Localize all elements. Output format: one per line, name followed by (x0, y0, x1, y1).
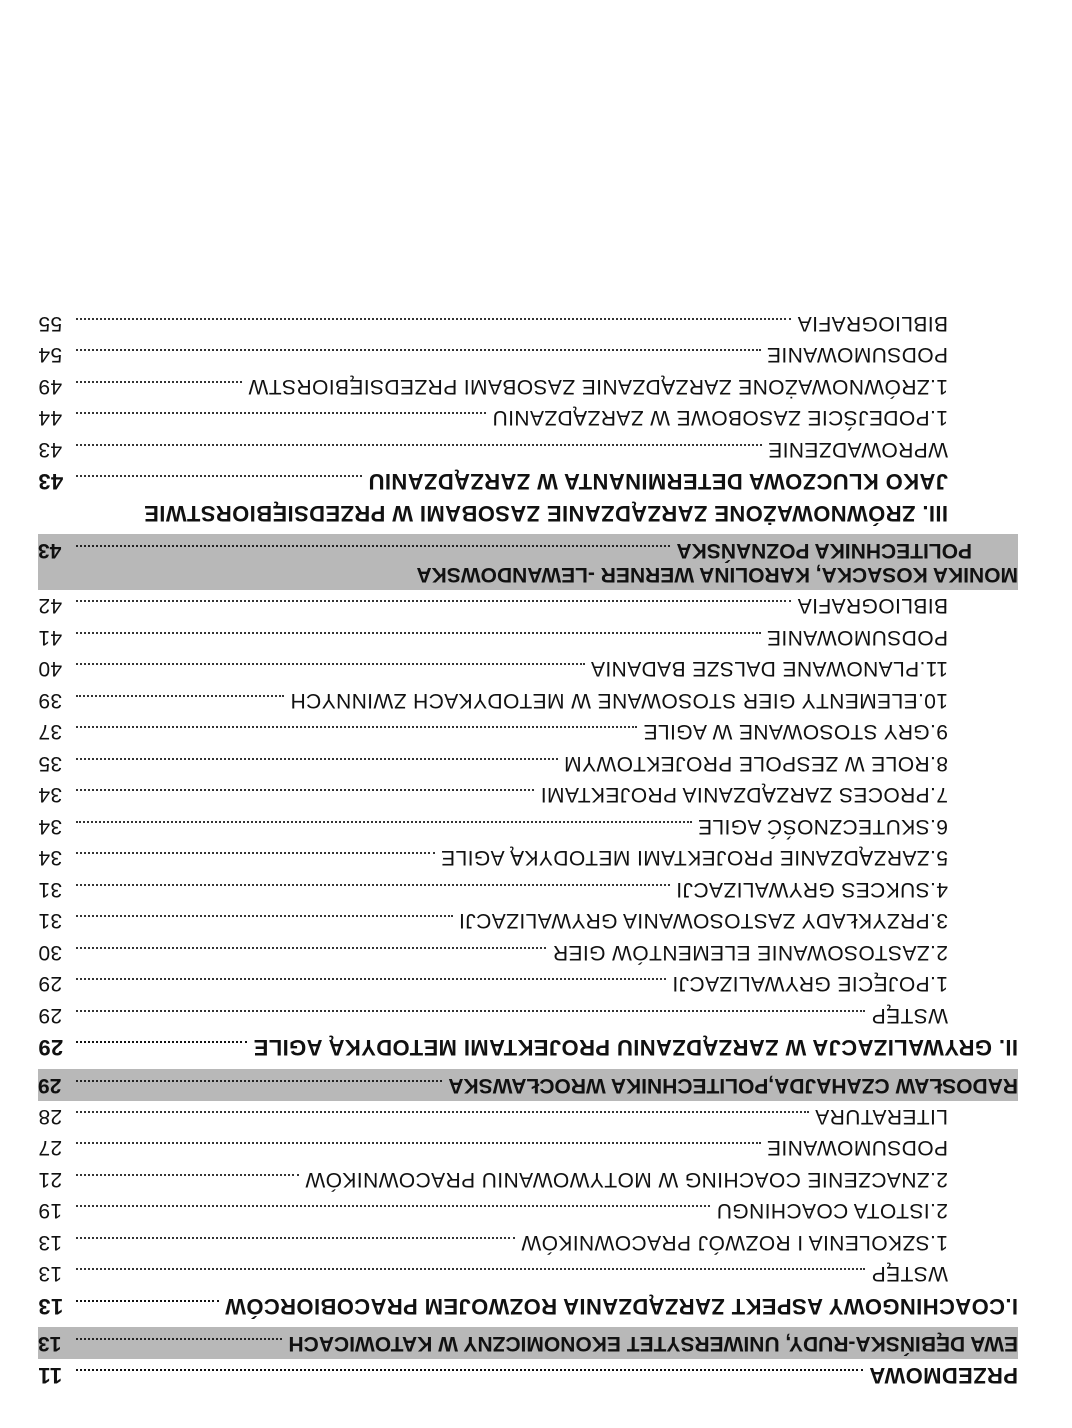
dot-leader (76, 350, 761, 352)
toc-page-number: 40 (38, 657, 63, 681)
toc-entry[interactable] (38, 972, 1018, 1004)
author-names: MONIKA KOSACKA, KAROLINA WERNER -LEWANDOWSKA (416, 563, 1018, 587)
toc-page-number: 34 (38, 783, 63, 807)
toc-page-number: 31 (38, 878, 63, 901)
dot-leader (76, 632, 761, 634)
toc-entry-title: 10.ELEMENTY GIER STOSOWANE W METODYKACH ZWINNYCH (290, 689, 948, 712)
toc-entry-title: PRZEDMOWA (868, 1363, 1018, 1389)
toc-page-number: 11 (38, 1363, 63, 1389)
author-affiliation: EWA DĘBIŃSKA-RUDY, UNIWERSYTET EKONOMICZNY W KATOWICACH (288, 1332, 1018, 1356)
toc-entry-title: 2.ZASTOSOWANIE ELEMENTÓW GIER (552, 941, 948, 964)
dot-leader (76, 1300, 219, 1302)
toc-entry-title: 1.ZRÓWNOWAŻONE ZARZĄDZANIE ZASOBAMI PRZEDSIĘBIORSTW (248, 375, 948, 398)
toc-entry-title: PODSUMOWANIE (766, 626, 948, 649)
toc-entry[interactable] (38, 751, 1018, 783)
toc-entry[interactable] (38, 877, 1018, 909)
toc-entry-title: 2.ZNACZENIE COACHING W MOTYWOWANIU PRACOWNIKÓW (305, 1168, 948, 1191)
dot-leader (76, 821, 692, 823)
toc-page-number: 29 (38, 1074, 62, 1097)
toc-entry[interactable] (38, 940, 1018, 972)
toc-entry-title: 9.GRY STOSOWANE W AGILE (643, 720, 948, 744)
toc-entry[interactable] (38, 1167, 1018, 1199)
author-band (38, 1069, 1018, 1101)
toc-page-number: 55 (38, 312, 63, 335)
dot-leader (76, 476, 362, 478)
toc-entry[interactable] (38, 1136, 1018, 1168)
toc-entry-title: PODSUMOWANIE (766, 343, 948, 367)
toc-page-number: 43 (38, 539, 62, 563)
dot-leader (76, 1111, 809, 1113)
toc-page-number: 29 (38, 972, 63, 996)
toc-page-number: 13 (38, 1262, 63, 1286)
dot-leader (76, 947, 547, 949)
toc-page-number: 21 (38, 1168, 63, 1191)
dot-leader (76, 1269, 865, 1271)
toc-page-number: 44 (38, 406, 63, 430)
toc-page-number: 37 (38, 720, 63, 744)
dot-leader (76, 1174, 299, 1176)
dot-leader (76, 979, 666, 981)
author-affiliation: POLITECHNIKA POZNAŃSKA (676, 539, 972, 563)
dot-leader (76, 1042, 247, 1044)
toc-page-number: 29 (38, 1035, 64, 1061)
dot-leader (76, 413, 486, 415)
toc-entry-title: 2.ISTOTA COACHINGU (716, 1199, 948, 1223)
dot-leader (76, 444, 762, 446)
toc-entry-title: WSTĘP (871, 1004, 948, 1027)
toc-entry-title: 4.SUKCES GRYWALIZACJI (675, 878, 948, 901)
toc-entry-title: 5.ZARZĄDZANIE PROJEKTAMI METODYKĄ AGILE (440, 846, 948, 870)
toc-entry-title: 8.ROLE W ZESPOLE PROJEKTOWYM (563, 752, 948, 775)
toc-entry[interactable] (38, 846, 1018, 878)
dot-leader (76, 853, 435, 855)
toc-entry[interactable] (38, 406, 1018, 438)
dot-leader (76, 1080, 442, 1082)
toc-page-number: 39 (38, 689, 63, 712)
dot-leader (76, 727, 637, 729)
dot-leader (76, 790, 534, 792)
chapter-title-line-2 (38, 469, 1018, 501)
toc-page-number: 27 (38, 1136, 63, 1160)
dot-leader (76, 695, 284, 697)
toc-entry[interactable] (38, 1199, 1018, 1231)
toc-entry-title: 1.PODEJŚCIE ZASOBOWE W ZARZĄDZANIU (492, 406, 948, 430)
toc-entry[interactable] (38, 783, 1018, 815)
toc-entry-title: 1.POJĘCIE GRYWALIZACJI (671, 972, 948, 996)
dot-leader (76, 1143, 761, 1145)
dot-leader (76, 758, 558, 760)
dot-leader (76, 664, 585, 666)
toc-page-number: 43 (38, 469, 64, 495)
dot-leader (76, 884, 670, 886)
toc-entry[interactable] (38, 909, 1018, 941)
toc-entry[interactable] (38, 657, 1018, 689)
dot-leader (76, 1339, 282, 1341)
toc-page-number: 34 (38, 846, 63, 870)
toc-page-number: 19 (38, 1199, 63, 1223)
toc-entry-title: BIBLIOGRAFIA (797, 312, 948, 335)
dot-leader (76, 546, 670, 548)
toc-page-number: 30 (38, 941, 63, 964)
toc-entry-title: I.COACHINGOWY ASPEKT ZARZĄDZANIA ROZWOJEM PRACOBIORCÓW (224, 1294, 1018, 1319)
dot-leader (76, 318, 791, 320)
toc-page-number: 13 (38, 1332, 62, 1356)
dot-leader (76, 1206, 710, 1208)
toc-entry[interactable] (38, 1230, 1018, 1262)
toc-entry-title: LITERATURA (814, 1105, 948, 1128)
author-affiliation: RADOSŁAW CZAHAJDA,POLITECHNIKA WROCŁAWSKA (448, 1074, 1018, 1097)
toc-entry[interactable] (38, 343, 1018, 375)
toc-page-number: 54 (38, 343, 63, 367)
toc-entry[interactable] (38, 688, 1018, 720)
toc-entry-title: II. GRYWALIZACJA W ZARZĄDZANIU PROJEKTAMI METODYKĄ AGILE (253, 1035, 1018, 1061)
dot-leader (76, 916, 453, 918)
author-band (38, 1328, 1018, 1360)
toc-entry[interactable] (38, 1003, 1018, 1035)
toc-entry[interactable] (38, 625, 1018, 657)
chapter-title-line-2-text: JAKO KLUCZOWA DETERMINANTA W ZARZĄDZANIU (368, 469, 948, 495)
toc-page-number: 34 (38, 815, 63, 838)
toc-page-number: 29 (38, 1004, 63, 1027)
author-band (38, 535, 1018, 591)
toc-page-number: 28 (38, 1105, 63, 1128)
toc-entry[interactable] (38, 1293, 1018, 1325)
toc-entry[interactable] (38, 1363, 1018, 1395)
toc-entry[interactable] (38, 814, 1018, 846)
toc-entry[interactable] (38, 720, 1018, 752)
dot-leader (76, 601, 791, 603)
toc-page-number: 35 (38, 752, 63, 775)
toc-entry-title: WPROWADZENIE (767, 438, 948, 461)
toc-entry-title: 3.PRZYKŁADY ZASTOSOWANIA GRYWALIZACJI (458, 909, 948, 933)
toc-page-number: 42 (38, 594, 63, 618)
toc-page-number: 41 (38, 626, 63, 649)
toc-entry[interactable] (38, 1104, 1018, 1136)
toc-entry[interactable] (38, 437, 1018, 469)
toc-entry-title: PODSUMOWANIE (766, 1136, 948, 1160)
toc-page-number: 43 (38, 438, 63, 461)
toc-entry-title: 11.PLANOWANE DALSZE BADANIA (590, 657, 948, 681)
toc-chapter-entry[interactable] (38, 469, 1018, 532)
toc-entry-title: 6.SKUTECZNOŚĆ AGILE (697, 815, 948, 838)
author-affiliation-line (38, 539, 1018, 563)
dot-leader (76, 1010, 865, 1012)
toc-entry[interactable] (38, 594, 1018, 626)
toc-entry[interactable] (38, 311, 1018, 343)
toc-entry-title: BIBLIOGRAFIA (797, 594, 948, 618)
toc-page-number: 31 (38, 909, 63, 933)
toc-page-number: 13 (38, 1294, 64, 1319)
toc-page-number: 49 (38, 375, 63, 398)
toc-entry[interactable] (38, 1035, 1018, 1067)
toc-entry-title: 7.PROCES ZARZĄDZANIA PROJEKTAMI (540, 783, 948, 807)
table-of-contents (38, 311, 1018, 1394)
toc-page-number: 13 (38, 1231, 63, 1254)
toc-entry-title: 1.SZKOLENIA I ROZWÓJ PRACOWNIKÓW (520, 1231, 948, 1254)
dot-leader (76, 381, 242, 383)
chapter-title-line-1: III. ZRÓWNOWAŻONE ZARZĄDZANIE ZASOBAMI W PRZEDSIĘBIORSTWIE (143, 501, 948, 526)
toc-entry-title: WSTĘP (871, 1262, 948, 1286)
toc-entry[interactable] (38, 1262, 1018, 1294)
dot-leader (76, 1370, 863, 1372)
dot-leader (76, 1237, 515, 1239)
toc-entry[interactable] (38, 374, 1018, 406)
